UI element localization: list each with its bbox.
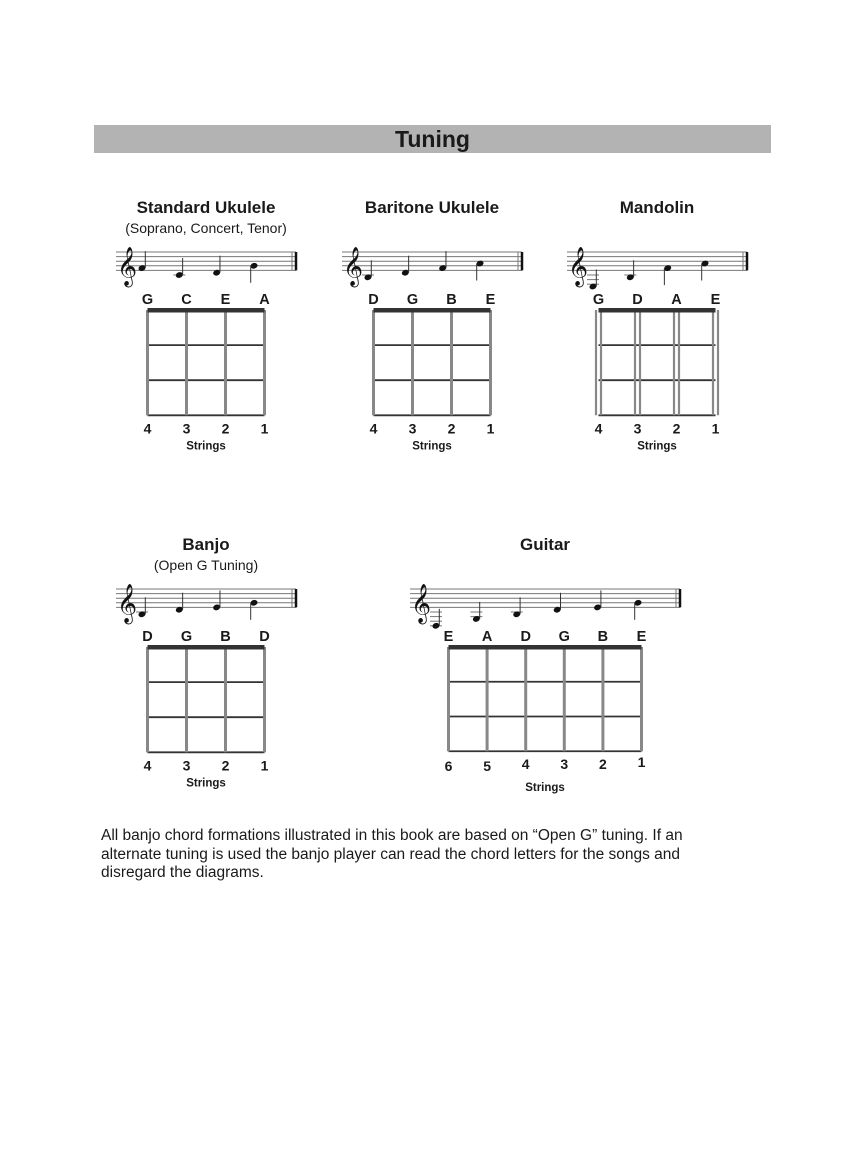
string-note-label: E: [220, 292, 231, 308]
tuning-diagram: [404, 535, 686, 815]
fretboard: [449, 645, 642, 751]
string-number: 1: [637, 754, 646, 771]
string-note-label: G: [141, 292, 154, 308]
string-note-label: G: [180, 629, 193, 645]
treble-clef-icon: 𝄞: [117, 247, 138, 286]
staff-note: [250, 262, 259, 283]
string-number: 3: [560, 756, 569, 773]
tuning-diagram: [106, 198, 306, 458]
strings-label: Strings: [637, 440, 677, 453]
string-note-label: D: [259, 629, 270, 645]
string-number: 3: [182, 420, 191, 437]
music-staff: [567, 247, 747, 290]
music-staff: [410, 584, 680, 629]
staff-note: [430, 609, 442, 630]
instrument-banjo: [106, 535, 306, 795]
footnote-text: All banjo chord formations illustrated in this book are based on “Open G” tuning. If an alternate tuning is used the banjo player can read the chord letters for the songs and disregard the diagrams.: [101, 827, 683, 881]
staff-note: [634, 599, 643, 620]
string-note-label: B: [220, 629, 231, 645]
string-note-label: D: [632, 292, 643, 308]
string-number: 1: [260, 757, 269, 774]
instrument-standard-ukulele: [106, 198, 306, 458]
string-note-label: G: [592, 292, 605, 308]
fretboard: [148, 308, 265, 415]
instrument-baritone-ukulele: [332, 198, 532, 458]
instrument-title: Standard Ukulele: [136, 198, 276, 217]
treble-clef-icon: 𝄞: [411, 584, 432, 623]
string-note-label: A: [671, 292, 682, 308]
instrument-subtitle: (Soprano, Concert, Tenor): [125, 220, 287, 236]
fretboard: [148, 645, 265, 752]
string-number: 4: [594, 420, 603, 437]
string-note-label: D: [520, 629, 531, 645]
string-note-label: E: [636, 629, 647, 645]
string-number: 3: [408, 420, 417, 437]
string-number: 2: [599, 756, 607, 773]
string-number: 1: [711, 420, 720, 437]
strings-label: Strings: [412, 440, 452, 453]
string-note-label: D: [142, 629, 153, 645]
staff-note: [663, 264, 672, 285]
string-number: 2: [672, 420, 681, 437]
fretboard: [596, 308, 718, 415]
strings-label: Strings: [186, 777, 226, 790]
music-staff: [116, 247, 296, 287]
string-number: 2: [447, 420, 456, 437]
string-note-label: B: [446, 292, 457, 308]
string-note-label: G: [558, 629, 570, 645]
string-number: 3: [182, 757, 191, 774]
page-title: Tuning: [94, 125, 771, 153]
string-note-label: A: [259, 292, 270, 308]
string-note-label: G: [406, 292, 419, 308]
instrument-title: Baritone Ukulele: [364, 198, 500, 217]
tuning-diagram: [106, 535, 306, 795]
string-number: 4: [143, 420, 152, 437]
string-number: 6: [444, 758, 453, 775]
treble-clef-icon: 𝄞: [343, 247, 364, 286]
string-number: 1: [486, 420, 495, 437]
instrument-guitar: [404, 535, 686, 815]
string-note-label: E: [443, 629, 454, 645]
strings-label: Strings: [525, 782, 565, 795]
treble-clef-icon: 𝄞: [117, 584, 138, 623]
staff-note: [470, 602, 482, 623]
instrument-title: Guitar: [519, 535, 571, 554]
staff-note: [250, 599, 259, 620]
string-number: 1: [260, 420, 269, 437]
tuning-diagram: [557, 198, 757, 458]
tuning-diagram: [332, 198, 532, 458]
string-note-label: D: [368, 292, 379, 308]
string-number: 4: [143, 757, 152, 774]
music-staff: [116, 584, 296, 624]
string-note-label: E: [485, 292, 496, 308]
instrument-subtitle: (Open G Tuning): [153, 557, 259, 573]
nut: [374, 308, 491, 313]
staff-note: [587, 270, 599, 291]
instrument-title: Mandolin: [619, 198, 695, 217]
string-number: 3: [633, 420, 642, 437]
string-number: 2: [221, 757, 230, 774]
instrument-title: Banjo: [182, 535, 230, 554]
string-number: 4: [521, 756, 530, 773]
fretboard: [374, 308, 491, 415]
nut: [599, 308, 716, 313]
string-note-label: E: [710, 292, 721, 308]
string-number: 2: [221, 420, 230, 437]
string-note-label: A: [481, 629, 493, 645]
string-note-label: B: [597, 629, 609, 645]
strings-label: Strings: [186, 440, 226, 453]
string-number: 5: [483, 758, 491, 775]
string-note-label: C: [181, 292, 192, 308]
nut: [449, 645, 642, 650]
music-staff: [342, 247, 522, 287]
instrument-mandolin: [557, 198, 757, 458]
string-number: 4: [369, 420, 378, 437]
treble-clef-icon: 𝄞: [568, 247, 589, 286]
nut: [148, 645, 265, 650]
nut: [148, 308, 265, 313]
